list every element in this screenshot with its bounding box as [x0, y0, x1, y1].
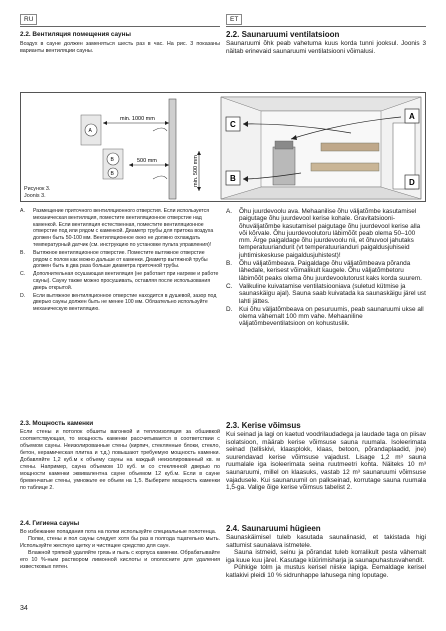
ru-power-title: 2.3. Мощность каменки: [20, 420, 94, 427]
ru-hygiene-p2: Полки, стены и пол сауны следует хотя бы раз в полгода тщательно мыть. Используйте жесткую щетку и чистящее средство для саун.: [20, 536, 220, 549]
et-hygiene-p3: Pühkige tolm ja mustus kerisel niiske lapiga. Eemaldage kerisel katlakivi pleidi 10 % sidrunhappe lahusega ning loputage.: [226, 564, 426, 579]
page-number: 34: [20, 605, 28, 612]
ru-ventilation-section: [20, 31, 220, 55]
list-text: Вытяжное вентиляционное отверстие. Поместите вытяжное отверстие рядом с полом как можно дальше от каменки. Диаметр вытяжной трубы должен быть в два раза больше диаметра приточной трубы.: [33, 249, 208, 270]
label-c: C: [230, 120, 236, 129]
list-text: Valikuline kuivatamise ventilatsiooniava (suletud kütmise ja saunaskäigu ajal). Sauna saab kuivatada ka saunaskäigu järel ust lahti jättes.: [239, 282, 426, 305]
ventilation-diagram: [21, 93, 426, 202]
ventilation-figure: [20, 92, 426, 202]
ru-hygiene-p1: Во избежание попадания пота на полки используйте специальные полотенца.: [20, 529, 217, 535]
list-text: Kui õhu väljatõmbeava on pesuruumis, peab saunaruumi ukse all olema vähemalt 100 mm vahe. Mehaaniline väljatõmbeventilatsioon on kohustuslik.: [239, 305, 424, 328]
label-d: D: [409, 178, 415, 187]
vent-circle-mid-label: B: [110, 157, 114, 163]
dim-label-top: min. 1000 mm: [120, 116, 155, 122]
sauna-heater: [273, 147, 295, 185]
ru-ventilation-intro: Воздух в сауне должен заменяться шесть раз в час. На рис. 3 показаны варианты вентиляции сауны.: [20, 41, 220, 54]
ru-ventilation-list: [20, 208, 220, 314]
list-item: [226, 260, 426, 282]
et-power-section: [226, 421, 426, 492]
air-arrow-2: [153, 176, 167, 179]
et-hygiene-p1: Saunaskäimisel tuleb kasutada saunalinasid, et takistada higi sattumist saunalava istmetele.: [226, 534, 426, 549]
list-item: [226, 306, 426, 328]
list-marker: B.: [226, 260, 233, 268]
ru-hygiene-p3: Влажной тряпкой удаляйте грязь и пыль с корпуса каменки. Обрабатывайте его 10 %-ным раствором лимонной кислоты и ополосните для удаления известковых пятен.: [20, 550, 220, 570]
figure-caption: [24, 186, 50, 199]
language-tag-et: ET: [226, 14, 242, 25]
ru-hygiene-section: [20, 520, 220, 571]
list-marker: B.: [20, 249, 25, 256]
et-ventilation-section: [226, 30, 426, 55]
list-item: [20, 293, 220, 313]
list-item: [20, 250, 220, 270]
list-marker: D.: [226, 305, 233, 313]
list-item: [20, 208, 220, 249]
dim-label-vertical: min. 500 mm: [193, 155, 199, 187]
upper-bench: [321, 143, 379, 151]
heater-stones: [275, 141, 293, 149]
list-item: [226, 283, 426, 305]
header-divider-right: [226, 26, 426, 27]
header-divider-left: [20, 26, 220, 27]
list-text: Размещение приточного вентиляционного отверстия. Если используется механическая вентиляция, поместите вентиляционное отверстие над каменкой. Если вентиляция естественная, поместите вентиляционное отверстие под или рядом с каменкой. Диаметр трубы для притока воздуха должен быть 50-100 мм. Вентиляционное окно не должно охлаждать температурный датчик (см. инструкцию по установке пульта управления)!: [33, 208, 214, 248]
et-hygiene-p2: Sauna istmeid, seinu ja põrandat tuleb korralikult pesta vähemalt iga kuue kuu järel. Kasutage küürimisharja ja saunapuhastusvahendit.: [226, 549, 426, 564]
label-b: B: [230, 174, 236, 183]
ru-ventilation-title: 2.2. Вентиляция помещения сауны: [20, 31, 131, 38]
air-arrow-1: [153, 128, 167, 131]
list-marker: A.: [20, 208, 25, 214]
ru-hygiene-title: 2.4. Гигиена сауны: [20, 520, 80, 527]
left-wall: [169, 99, 176, 199]
list-marker: A.: [226, 208, 233, 215]
list-item: [226, 208, 426, 259]
language-tag-ru: RU: [20, 14, 37, 25]
list-text: Если вытяжное вентиляционное отверстие находится в душевой, зазор под дверью сауны должен быть не менее 100 мм. Обязательно используйте механическую вентиляцию.: [33, 292, 217, 313]
label-a: A: [409, 112, 415, 121]
et-ventilation-list: [226, 208, 426, 329]
list-marker: C.: [226, 282, 233, 290]
et-ventilation-intro: Saunaruumi õhk peab vahetuma kuus korda tunni jooksul. Joonis 3 näitab erinevaid saunaruumi ventilatsiooni võimalusi.: [226, 40, 426, 55]
figure-caption-ru: Рисунок 3.: [24, 186, 51, 193]
figure-caption-et: Joonis 3.: [24, 192, 46, 199]
et-power-text: Kui seinad ja lagi on kaetud voodrilaudadega ja laudade taga on piisav isolatsioon, määrab kerise võimsuse sauna ruumala. Isoleerimata seinad (telliskivi, klaasplokk, klaas, betoon, põrandaplaadid, jne) suurendavad kerise võimsuse vajadust. Lisage 1,2 m³ sauna ruumalale iga isoleerimata seina ruutmeetri kohta. Näiteks 10 m³ saunaruumi, millel on klaasuks, vastab 12 m³ saunaruumi võimsuse vajadusele. Kui saunaruumil on palkseinad, korrutage sauna ruumala 1,5-ga. Valige õige kerise võimsus tabelist 2.: [226, 431, 426, 492]
list-item: [20, 271, 220, 291]
ru-power-text: Если стены и потолок обшиты вагонкой и теплоизоляция за обшивкой соответствующая, то мощность каменки рассчитывается в соответствии с объемом сауны. Неизолированные стены (кирпич, стеклянные блоки, стекло, бетон, керамическая плитка и т.д.) повышают требуемую мощность каменки. Добавляйте 1,2 куб.м к объему сауны на каждый неизолированный кв. м стены. Например, сауна объемом 10 куб. м со стеклянной дверью по мощности каменки эквивалентна сауне объемом 12 куб.м. Если в сауне бревенчатые стены, умножьте ее объем на 1,5. Выберите мощность каменки по таблице 2.: [20, 429, 220, 491]
et-hygiene-title: 2.4. Saunaruumi hügieen: [226, 524, 321, 533]
lower-bench: [311, 163, 379, 171]
et-ventilation-title: 2.2. Saunaruumi ventilatsioon: [226, 30, 340, 39]
et-power-title: 2.3. Kerise võimsus: [226, 421, 301, 430]
list-marker: C.: [20, 271, 26, 278]
dim-label-bottom: 500 mm: [137, 158, 157, 164]
list-text: Õhu väljatõmbeava. Paigaldage õhu väljatõmbeava põranda lähedale, kerisest võimalikult kaugele. Õhu väljatõmbetoru läbimõõt peaks olema õhu juurdevoolutorust kaks korda suurem.: [239, 260, 422, 282]
list-marker: D.: [20, 292, 26, 299]
list-text: Дополнительная осушающая вентиляция (не работает при нагреве и работе сауны). Сауну также можно просушивать, оставляя после использования дверь открытой.: [33, 271, 219, 291]
et-hygiene-section: [226, 524, 426, 580]
list-text: Õhu juurdevoolu ava. Mehaanilise õhu väljatõmbe kasutamisel paigutage õhu juurdevool kerise kohale. Gravitatsiooni-õhuväljatõmbe kasutamisel paigutage õhu juurdevool kerise alla või kõrvale. Õhu juurdevoolutoru läbimõõt peab olema 50–100 mm. Ärge paigaldage õhu juurdevoolu nii, et õhuvool jahutaks temperatuuriandurit (vt temperatuurianduri paigaldusjuhiseid juhtimiskeskuse paigaldusjuhistest)!: [239, 208, 421, 259]
vent-circle-top-label: A: [88, 128, 92, 134]
ru-power-section: [20, 420, 220, 492]
vent-circle-low-label: B: [110, 171, 114, 177]
